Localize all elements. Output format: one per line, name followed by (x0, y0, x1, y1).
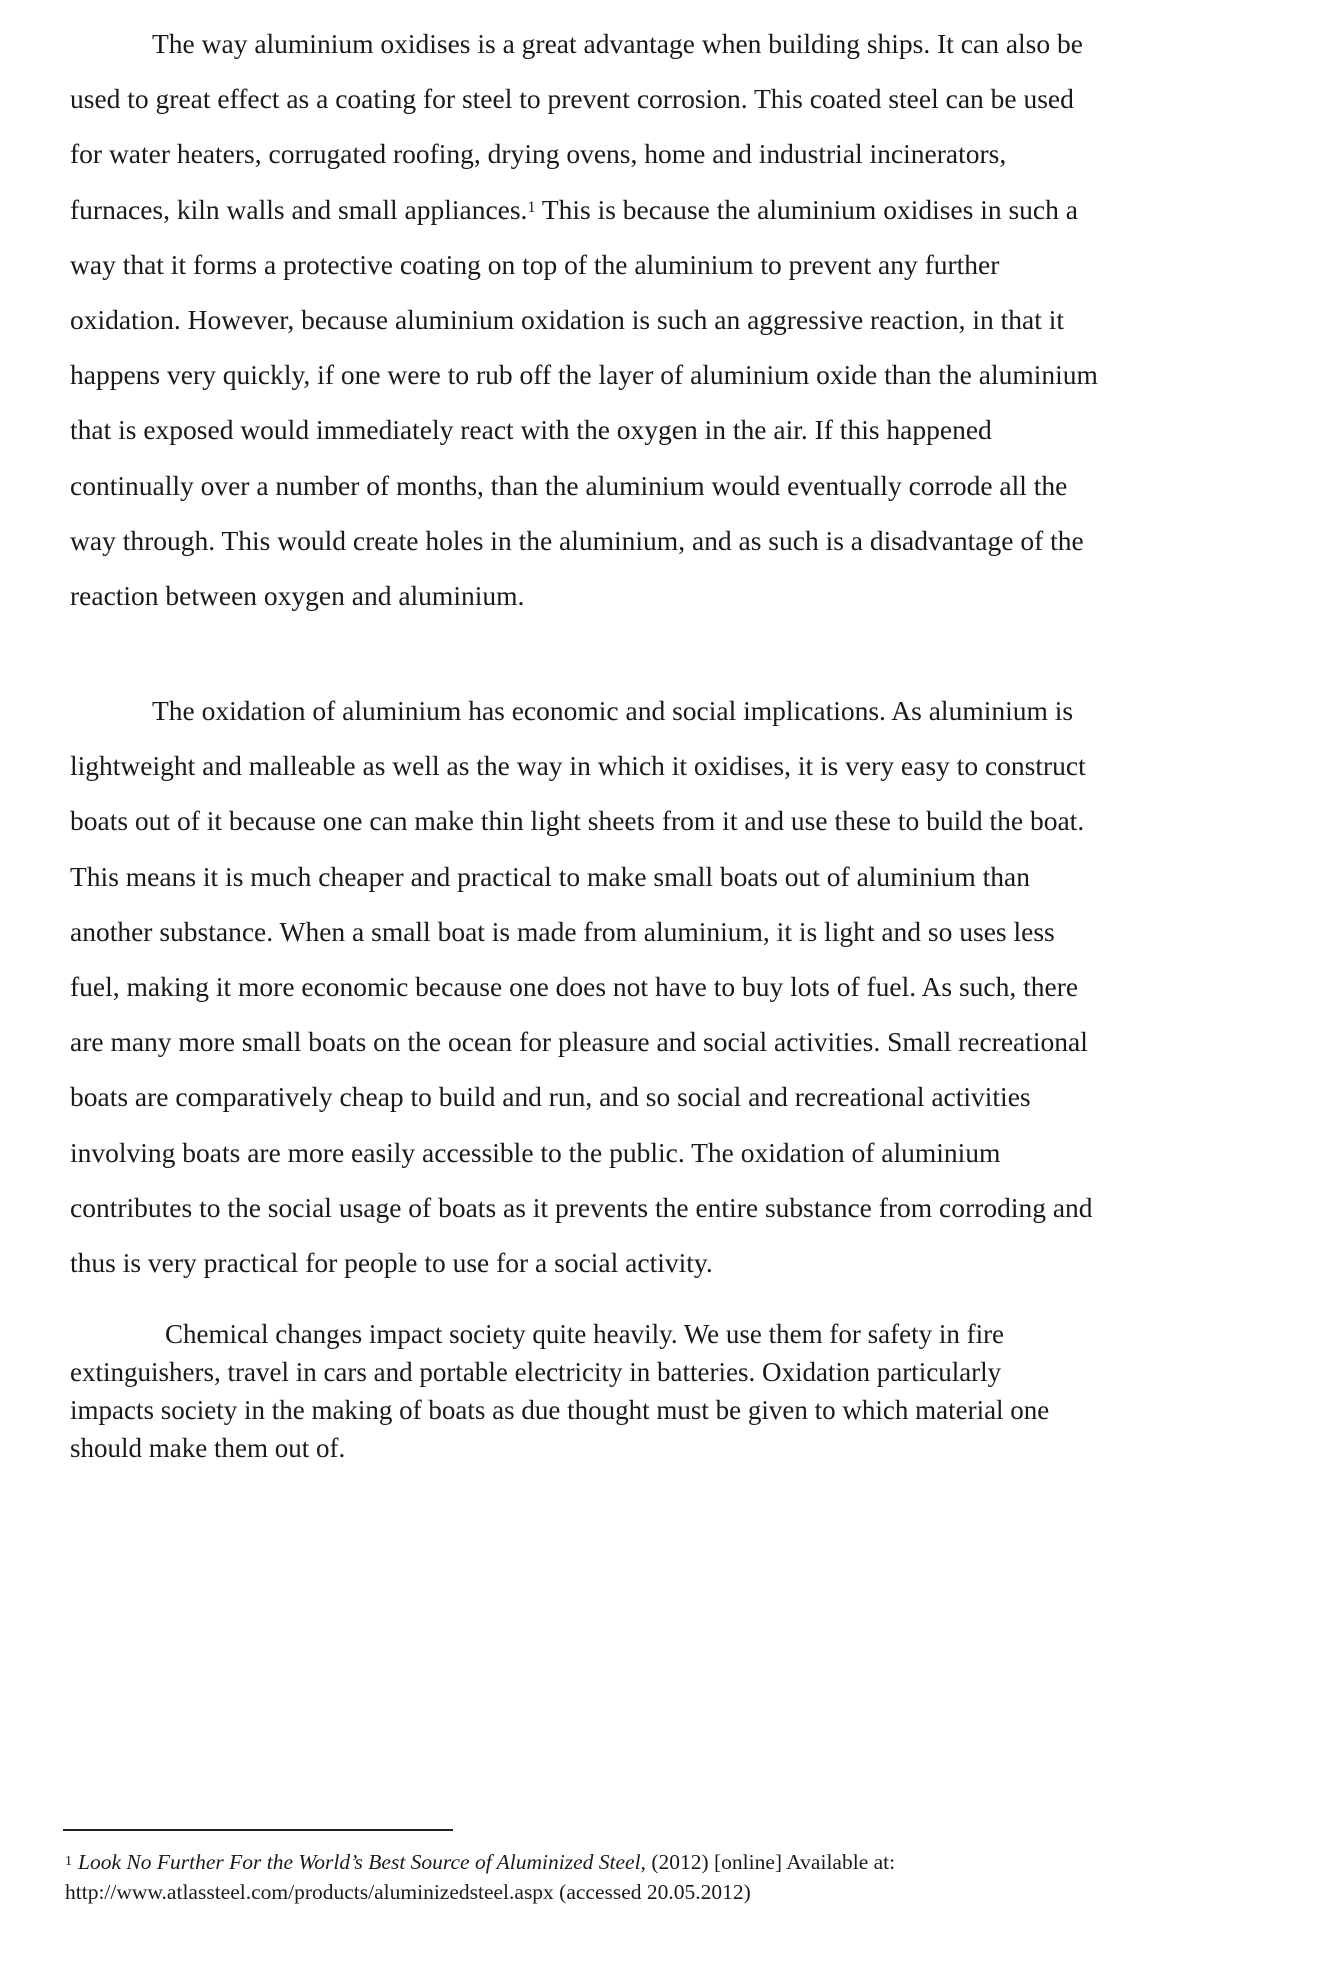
footnote-details: (2012) [online] Available at: (645, 1850, 896, 1874)
text-line: for water heaters, corrugated roofing, drying ovens, home and industrial incinerators, (70, 138, 1007, 170)
text-line: fuel, making it more economic because one does not have to buy lots of fuel. As such, there (70, 971, 1079, 1003)
text-line: Chemical changes impact society quite heavily. We use them for safety in fire (165, 1319, 1005, 1349)
text-segment: This is because the aluminium oxidises in such a (535, 193, 1078, 225)
text-line: continually over a number of months, than the aluminium would eventually corrode all the (70, 469, 1068, 501)
footnote-number: 1 (65, 1854, 72, 1869)
footnote-url-line: http://www.atlassteel.com/products/aluminizedsteel.aspx (accessed 20.05.2012) (65, 1880, 751, 1904)
footnote-line (65, 1847, 1295, 1877)
text-line: lightweight and malleable as well as the way in which it oxidises, it is very easy to construct (70, 750, 1086, 782)
text-line: The way aluminium oxidises is a great advantage when building ships. It can also be (152, 28, 1083, 59)
text-line: extinguishers, travel in cars and portable electricity in batteries. Oxidation particularly (70, 1357, 1002, 1387)
text-line: way through. This would create holes in the aluminium, and as such is a disadvantage of the (70, 524, 1084, 556)
text-line: boats are comparatively cheap to build and run, and so social and recreational activities (70, 1081, 1031, 1113)
text-line: that is exposed would immediately react with the oxygen in the air. If this happened (70, 414, 992, 446)
footnote-reference: 1 (527, 198, 536, 216)
text-line: another substance. When a small boat is made from aluminium, it is light and so uses less (70, 915, 1055, 947)
text-line: should make them out of. (70, 1433, 346, 1463)
text-line: used to great effect as a coating for steel to prevent corrosion. This coated steel can be used (70, 83, 1074, 115)
text-line: involving boats are more easily accessible to the public. The oxidation of aluminium (70, 1136, 1001, 1168)
text-line (70, 182, 1290, 237)
footnote (65, 1847, 1295, 1907)
text-line: happens very quickly, if one were to rub off the layer of aluminium oxide than the aluminium (70, 359, 1098, 391)
footnote-title: Look No Further For the World’s Best Source of Aluminized Steel, (78, 1850, 646, 1874)
text-line: boats out of it because one can make thin light sheets from it and use these to build the boat. (70, 805, 1085, 837)
text-line: This means it is much cheaper and practical to make small boats out of aluminium than (70, 860, 1030, 892)
text-line: The oxidation of aluminium has economic and social implications. As aluminium is (152, 695, 1074, 726)
text-line: way that it forms a protective coating on top of the aluminium to prevent any further (70, 248, 1000, 280)
paragraph-2 (70, 683, 1290, 1290)
text-line: are many more small boats on the ocean for pleasure and social activities. Small recreational (70, 1026, 1088, 1058)
text-line: oxidation. However, because aluminium oxidation is such an aggressive reaction, in that it (70, 304, 1064, 336)
paragraph-1 (70, 16, 1290, 623)
text-line: contributes to the social usage of boats as it prevents the entire substance from corroding and (70, 1191, 1093, 1223)
text-line: thus is very practical for people to use for a social activity. (70, 1247, 713, 1279)
text-segment: furnaces, kiln walls and small appliances. (70, 193, 528, 225)
text-line: reaction between oxygen and aluminium. (70, 580, 525, 612)
footnote-separator (63, 1829, 453, 1831)
text-line: impacts society in the making of boats as due thought must be given to which material one (70, 1395, 1050, 1425)
paragraph-3 (70, 1315, 1290, 1467)
